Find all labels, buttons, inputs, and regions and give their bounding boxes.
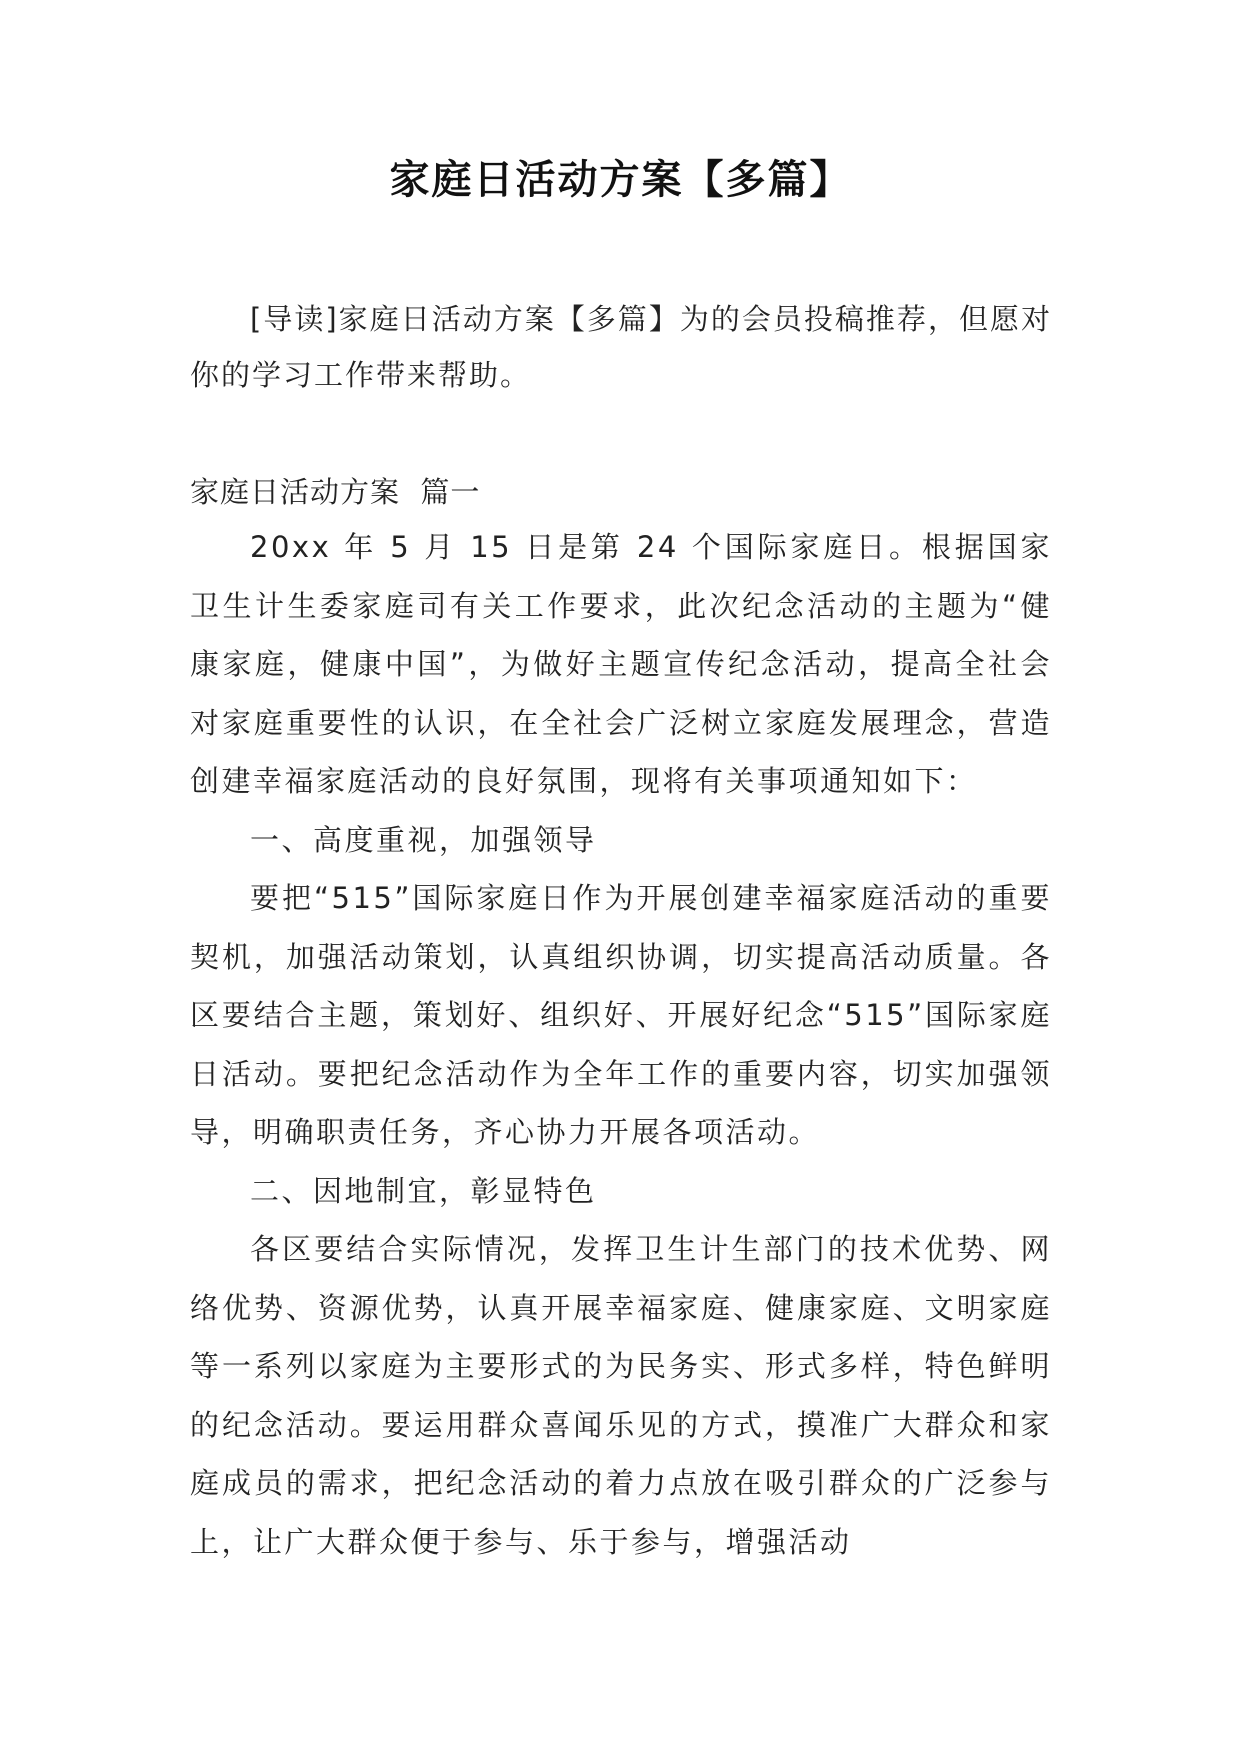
paragraph-2: 各区要结合实际情况，发挥卫生计生部门的技术优势、网络优势、资源优势，认真开展幸福家庭、健康家庭、文明家庭等一系列以家庭为主要形式的为民务实、形式多样，特色鲜明的纪念活动。要运用群众喜闻乐见的方式，摸准广大群众和家庭成员的需求，把纪念活动的着力点放在吸引群众的广泛参与上，让广大群众便于参与、乐于参与，增强活动	[190, 1232, 1052, 1559]
document-title: 家庭日活动方案【多篇】	[389, 156, 852, 203]
paragraph-intro-notice: 20xx 年 5 月 15 日是第 24 个国际家庭日。根据国家卫生计生委家庭司有关工作要求，此次纪念活动的主题为“健康家庭，健康中国”，为做好主题宣传纪念活动，提高全社会对家庭重要性的认识，在全社会广泛树立家庭发展理念，营造创建幸福家庭活动的良好氛围，现将有关事项通知如下：	[190, 530, 1052, 798]
subheading-2: 二、因地制宜，彰显特色	[250, 1173, 597, 1208]
section-heading: 家庭日活动方案 篇一	[190, 475, 481, 509]
paragraph-1: 要把“515”国际家庭日作为开展创建幸福家庭活动的重要契机，加强活动策划，认真组织协调，切实提高活动质量。各区要结合主题，策划好、组织好、开展好纪念“515”国际家庭日活动。要把纪念活动作为全年工作的重要内容，切实加强领导，明确职责任务，齐心协力开展各项活动。	[190, 881, 1052, 1149]
document-body	[190, 518, 1052, 1571]
subheading-1: 一、高度重视，加强领导	[250, 822, 597, 857]
intro-paragraph: [导读]家庭日活动方案【多篇】为的会员投稿推荐，但愿对你的学习工作带来帮助。	[190, 302, 1052, 392]
